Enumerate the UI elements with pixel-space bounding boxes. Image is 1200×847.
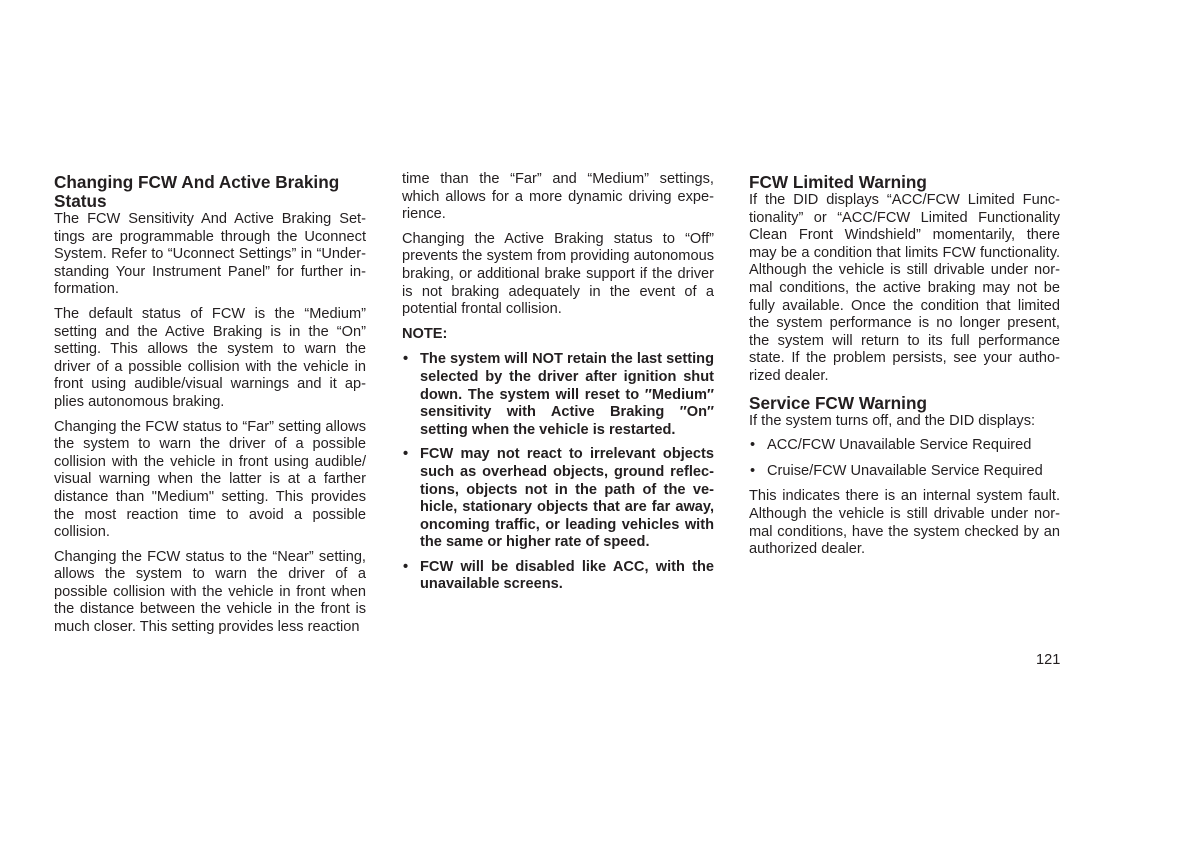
- paragraph: Changing the FCW status to “Far” setting allows the system to warn the driver of a possible collision with the vehicle in front using audible/ visual warning when the latter is at a farther distance than "Medium" setting. This provides the most reaction time to avoid a possible collision.: [54, 418, 366, 541]
- display-messages-list: [749, 437, 1060, 480]
- paragraph: If the DID displays “ACC/FCW Limited Functionality” or “ACC/FCW Limited Functionality Clean Front Windshield” momentarily, there may be a condition that limits FCW functionality. Although the vehicle is still drivable under normal conditions, the active braking may not be fully available. Once the condition that limited the system performance is no longer present, the system will return to its full performance state. If the problem persists, see your authorized dealer.: [749, 192, 1060, 384]
- bullet-icon: •: [750, 462, 756, 479]
- paragraph: The FCW Sensitivity And Active Braking Settings are programmable through the Uconnect System. Refer to “Uconnect Settings” in “Understanding Your Instrument Panel” for further information.: [54, 211, 366, 298]
- bullet-icon: •: [403, 446, 409, 463]
- section-heading-fcw-limited-warning: FCW Limited Warning: [749, 172, 927, 192]
- paragraph: If the system turns off, and the DID displays:: [749, 412, 1036, 429]
- list-item: [749, 463, 1060, 481]
- paragraph: The default status of FCW is the “Medium” setting and the Active Braking is in the “On” setting. This allows the system to warn the driver of a possible collision with the vehicle in front using audible/visual warnings and it applies autonomous braking.: [54, 305, 366, 410]
- column-right: [749, 171, 1060, 566]
- page-number: 121: [1036, 652, 1061, 668]
- bullet-icon: •: [403, 351, 409, 368]
- section-heading-changing-fcw: Changing FCW And Active Braking Status: [54, 172, 340, 211]
- list-item: [402, 559, 714, 594]
- list-item-text: The system will NOT retain the last setting selected by the driver after ignition shut down. The system will reset to ″Medium″ sensitivity with Active Braking ″On″ setting when the vehicle is restarted.: [420, 351, 714, 438]
- list-item-text: Cruise/FCW Unavailable Service Required: [767, 462, 1043, 479]
- bullet-icon: •: [750, 437, 756, 454]
- list-item-text: ACC/FCW Unavailable Service Required: [767, 437, 1032, 454]
- list-item: [402, 351, 714, 439]
- column-middle: [402, 171, 714, 601]
- list-item: [402, 446, 714, 552]
- column-left: [54, 171, 366, 644]
- paragraph: Changing the FCW status to the “Near” setting, allows the system to warn the driver of a possible collision with the vehicle in front when the distance between the vehicle in the front is much closer. This setting provides less reaction: [54, 548, 366, 636]
- list-item-text: FCW may not react to irrelevant objects such as overhead objects, ground reflections, objects not in the path of the vehicle, stationary objects that are far away, oncoming traffic, or leading vehicles with the same or higher rate of speed.: [420, 446, 714, 551]
- paragraph: time than the “Far” and “Medium” settings, which allows for a more dynamic driving experience.: [402, 171, 714, 223]
- list-item-text: FCW will be disabled like ACC, with the unavailable screens.: [420, 558, 714, 593]
- section-heading-service-fcw-warning: Service FCW Warning: [749, 392, 927, 413]
- note-bullet-list: [402, 351, 714, 594]
- note-label: NOTE:: [402, 325, 448, 342]
- list-item: [749, 437, 1060, 455]
- bullet-icon: •: [403, 558, 409, 575]
- paragraph: Changing the Active Braking status to “Off” prevents the system from providing autonomous braking, or additional brake support if the driver is not braking adequately in the event of a potential frontal collision.: [402, 230, 714, 318]
- paragraph: This indicates there is an internal system fault. Although the vehicle is still drivable under normal conditions, have the system checked by an authorized dealer.: [749, 488, 1060, 558]
